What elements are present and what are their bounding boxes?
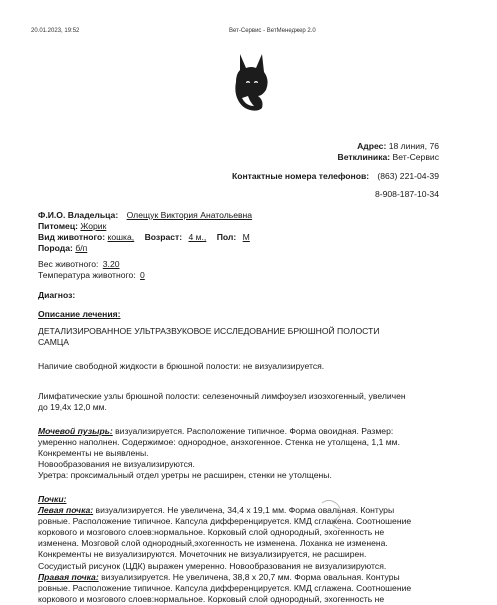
bladder-label: Мочевой пузырь: [38,426,113,436]
bladder-line: Новообразования не визуализируются. [38,459,195,470]
bladder-first-text: визуализируется. Расположение типичное. Форма овоидная. Размер: [112,426,394,436]
left-kidney-line: Конкременты не визуализируются. Мочеточник не визуализируется, не расширен. [38,549,367,560]
clinic-address [357,141,439,152]
age-value: 4 м., [188,232,207,242]
left-kidney-first-line [38,505,450,516]
owner-label: Ф.И.О. Владельца: [38,210,119,220]
right-kidney-first-text: визуализируется. Не увеличена, 38,8 х 20,7 мм. Форма овальная. Контуры [98,571,400,582]
right-kidney-first-line [38,572,450,583]
weight-label: Вес животного: [38,259,99,269]
right-kidney-line: ровные. Расположение типичное. Капсула дифференцируется. КМД сглажена. Соотношение [38,582,412,593]
clinic-label: Ветклиника: [337,152,391,162]
pet-label: Питомец: [38,221,78,231]
bladder-line: умеренно наполнен. Содержимое: однородное, анэхогенное. Стенка не утолщена, 1,1 мм. [38,437,400,448]
handwritten-mark-icon [318,495,358,535]
temperature-row [38,270,145,281]
breed-value: б/п [75,243,88,253]
kidneys-label: Почки: [38,494,67,504]
address-value: 18 линия, 76 [388,141,439,151]
free-fluid-text [38,361,450,372]
diagnosis-label: Диагноз: [38,290,76,300]
study-title-line: ДЕТАЛИЗИРОВАННОЕ УЛЬТРАЗВУКОВОЕ ИССЛЕДОВАНИЕ БРЮШНОЙ ПОЛОСТИ [38,326,380,336]
free-fluid-line: Напичие свободной жидкости в брюшной полости: не визуализируется. [38,361,325,371]
phone-1: (863) 221-04-39 [377,171,439,181]
print-datetime: 20.01.2023, 19:52 [31,28,80,34]
clinic-name [338,152,440,163]
right-kidney-label: Правая почка: [38,571,99,582]
breed-row [38,243,87,254]
left-kidney-label: Левая почка: [38,505,94,516]
study-title-line: САМЦА [38,337,69,348]
species-label: Вид животного: [38,232,106,242]
cat-logo-icon [228,52,274,112]
owner-value: Олещук Виктория Анатольевна [126,210,253,220]
weight-value: 3.20 [102,259,120,269]
sex-value: М [242,232,250,242]
breed-label: Порода: [38,243,73,253]
lymph-line: Лимфатические узлы брюшной полости: селезеночный лимфоузел изоэхогенный, увеличен [38,391,406,401]
species-value: кошка, [107,232,135,242]
lymph-line: до 19,4х 12,0 мм. [38,402,107,413]
phone-2: 8-908-187-10-34 [374,189,439,199]
left-kidney-line: Сосудистый рисунок (ЦДК) выражен умеренно. Новообразования не визуализируются. [38,560,387,571]
bladder-first-line [38,426,450,437]
treatment-label: Описание лечения: [38,309,121,319]
pet-row [38,221,106,232]
weight-row [38,259,120,270]
app-title: Вет-Сервис - ВетМенеджер 2.0 [229,28,316,34]
phones-label: Контактные номера телефонов: [232,171,370,181]
pet-value: Жорик [80,221,107,231]
temperature-label: Температура животного: [38,270,136,280]
kidneys-heading [38,494,450,505]
left-kidney-first-text: визуализируется. Не увеличена, 34,4 х 19,1 мм. Форма овальная. Контуры [93,505,395,516]
owner-row [38,210,252,221]
clinic-value: Вет-Сервис [392,152,439,162]
left-kidney-line: изменена. Мозговой слой однородный,эхогенность не изменена. Лоханка не изменена. [38,538,388,549]
sex-label: Пол: [216,232,237,242]
bladder-section [38,426,450,481]
species-row [38,232,250,243]
right-kidney-line: коркового и мозгового слоев:нормальное. Корковый слой однородный, эхогенность не [38,593,385,604]
address-label: Адрес: [357,141,387,151]
lymph-nodes-text [38,391,450,413]
age-label: Возраст: [144,232,183,242]
left-kidney-line: ровные. Расположение типичное. Капсула дифференцируется. КМД сглажена. Соотношение [38,516,412,527]
study-title [38,326,450,348]
bladder-line: Конкременты не выявлены. [38,448,149,459]
left-kidney-line: коркового и мозгового слоев:нормальное. Корковый слой однородный, эхогенность не [38,527,385,538]
kidneys-section [38,494,450,605]
bladder-line: Уретра: проксимальный отдел уретры не расширен, стенки не утолщены. [38,470,332,481]
temperature-value: 0 [140,270,145,280]
